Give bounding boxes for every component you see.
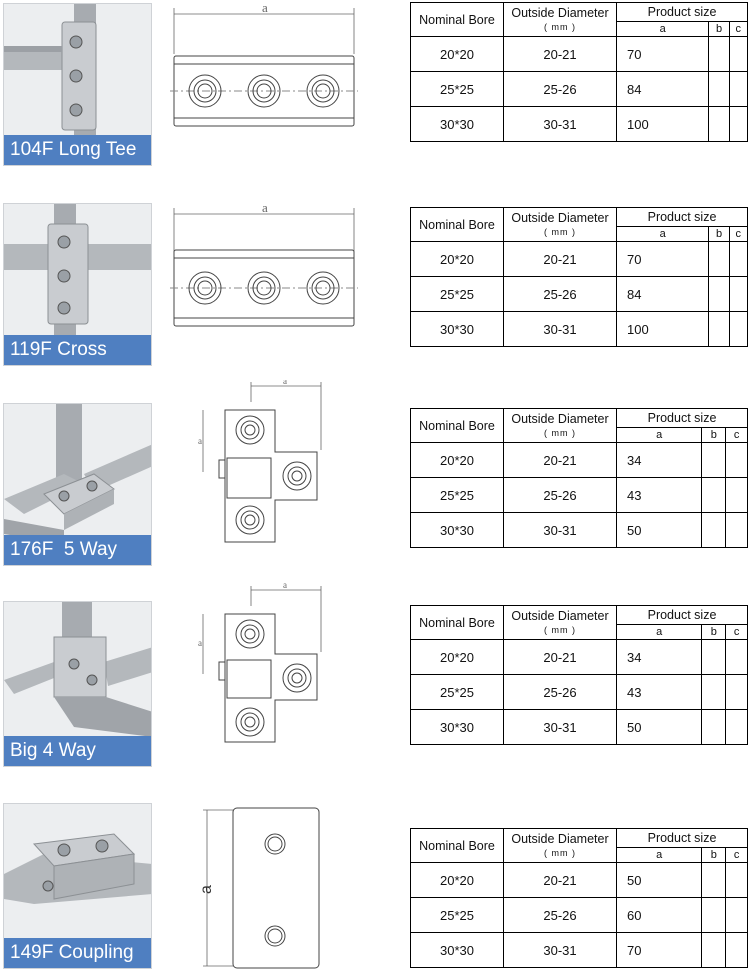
table-row: 30*30 30-31 50 — [411, 513, 748, 548]
dimension-label-a: a — [262, 0, 268, 15]
product-row-big4way — [0, 580, 750, 768]
product-row-176f — [0, 380, 750, 570]
header-nominal-bore: Nominal Bore — [411, 829, 504, 863]
dimension-label-a: a — [283, 580, 287, 590]
spec-table-149f — [410, 828, 748, 968]
header-c: c — [726, 848, 748, 863]
table-row: 30*30 30-31 50 — [411, 710, 748, 745]
header-c: c — [729, 227, 747, 242]
table-row: 25*25 25-26 43 — [411, 675, 748, 710]
product-photo-119f — [3, 203, 152, 366]
header-b: b — [702, 625, 726, 640]
header-c: c — [726, 625, 748, 640]
technical-drawing-176f — [195, 380, 325, 550]
table-row: 30*30 30-31 100 — [411, 312, 748, 347]
header-product-size: Product size — [617, 829, 748, 848]
spec-table-104f — [410, 2, 748, 142]
spec-table-176f — [410, 408, 748, 548]
product-photo-big4way — [3, 601, 152, 767]
header-product-size: Product size — [617, 409, 748, 428]
product-caption: 104F Long Tee — [4, 135, 151, 165]
header-b: b — [709, 227, 729, 242]
dimension-label-a: a — [198, 885, 215, 894]
product-photo-104f — [3, 3, 152, 166]
table-row: 20*20 20-21 34 — [411, 443, 748, 478]
technical-drawing-119f — [170, 200, 360, 340]
product-caption: 119F Cross — [4, 335, 151, 365]
header-outside-diameter: Outside Diameter ( mm ) — [504, 606, 617, 640]
header-b: b — [709, 22, 729, 37]
header-product-size: Product size — [617, 3, 748, 22]
dimension-label-a: a — [262, 200, 268, 215]
spec-table-119f — [410, 207, 748, 347]
header-outside-diameter: Outside Diameter ( mm ) — [504, 409, 617, 443]
technical-drawing-104f — [170, 0, 360, 140]
header-nominal-bore: Nominal Bore — [411, 409, 504, 443]
header-a: a — [617, 428, 702, 443]
technical-drawing-149f — [195, 800, 325, 970]
header-product-size: Product size — [617, 208, 748, 227]
dimension-label-a: a — [283, 380, 287, 386]
table-row: 25*25 25-26 84 — [411, 277, 748, 312]
technical-drawing-big4way — [195, 580, 325, 750]
header-a: a — [617, 227, 709, 242]
header-product-size: Product size — [617, 606, 748, 625]
header-nominal-bore: Nominal Bore — [411, 3, 504, 37]
table-row: 20*20 20-21 70 — [411, 242, 748, 277]
table-row: 20*20 20-21 34 — [411, 640, 748, 675]
header-a: a — [617, 625, 702, 640]
table-row: 30*30 30-31 100 — [411, 107, 748, 142]
header-nominal-bore: Nominal Bore — [411, 208, 504, 242]
header-a: a — [617, 22, 709, 37]
table-row: 30*30 30-31 70 — [411, 933, 748, 968]
product-caption: 176F 5 Way — [4, 535, 151, 565]
product-row-104f — [0, 0, 750, 170]
header-b: b — [702, 428, 726, 443]
header-outside-diameter: Outside Diameter ( mm ) — [504, 829, 617, 863]
header-b: b — [702, 848, 726, 863]
product-caption: 149F Coupling — [4, 938, 151, 968]
header-nominal-bore: Nominal Bore — [411, 606, 504, 640]
dimension-label-a-vertical: a — [198, 436, 202, 446]
table-row: 20*20 20-21 50 — [411, 863, 748, 898]
dimension-label-a-vertical: a — [198, 638, 202, 648]
header-a: a — [617, 848, 702, 863]
product-photo-149f — [3, 803, 152, 969]
header-c: c — [726, 428, 748, 443]
table-row: 25*25 25-26 43 — [411, 478, 748, 513]
product-caption: Big 4 Way — [4, 736, 151, 766]
header-outside-diameter: Outside Diameter ( mm ) — [504, 208, 617, 242]
product-row-119f — [0, 200, 750, 370]
product-photo-176f — [3, 403, 152, 566]
table-row: 25*25 25-26 60 — [411, 898, 748, 933]
product-row-149f — [0, 800, 750, 972]
table-row: 20*20 20-21 70 — [411, 37, 748, 72]
table-row: 25*25 25-26 84 — [411, 72, 748, 107]
header-c: c — [729, 22, 747, 37]
header-outside-diameter: Outside Diameter ( mm ) — [504, 3, 617, 37]
spec-table-big4way — [410, 605, 748, 745]
